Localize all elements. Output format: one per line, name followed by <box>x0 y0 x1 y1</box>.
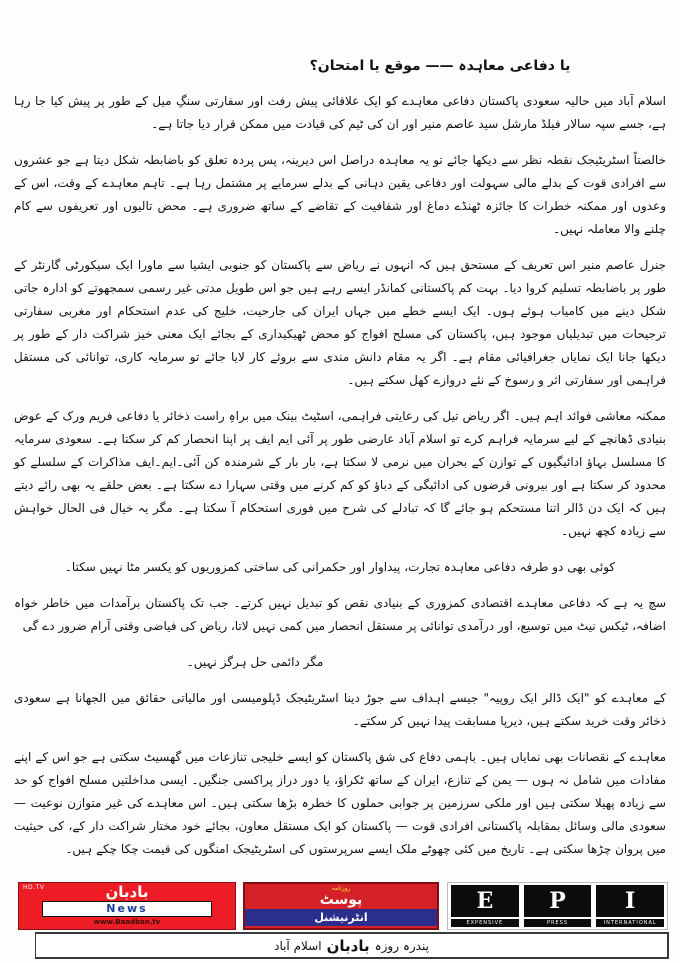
article-paragraph: ممکنہ معاشی فوائد اہم ہیں۔ اگر ریاض تیل کی رعایتی فراہمی، اسٹیٹ بینک میں براہِ راست ذخائر یا دفاعی فریم ورک کے عوض بنیادی ڈھانچے کے لیے سرمایہ فراہم کرے تو اسلام آباد عارضی طور پر آئی ایم ایف پر اپنا انحصار کم کر سکتا ہے۔ سعودی سرمایہ کا مسلسل بہاؤ ادائیگیوں کے توازن کے بحران میں نرمی لا سکتا ہے، بار بار کے شرمندہ کن آئی۔ایم۔ایف مذاکرات کے سلسلے کو محدود کر سکتا ہے اور بیرونی قرضوں کی ادائیگی کے دباؤ کو کم کرنے میں وقتی سہارا دے سکتا ہے۔ بعض حلقے یہ بھی رائے دیتے ہیں کہ ایک دن ڈالر اتنا مستحکم ہو جائے گا کہ تبادلے کی شرح میں فوری استحکام آ سکتا ہے۔ مگر یہ خیال فی الحال خواہش سے زیادہ کچھ نہیں۔ <box>14 409 666 538</box>
badban-news-label: News <box>42 901 212 917</box>
article-title: یا دفاعی معاہدہ —— موقع یا امتحان؟ <box>309 58 571 74</box>
badban-news-logo <box>18 882 236 930</box>
article-paragraph: سچ یہ ہے کہ دفاعی معاہدے اقتصادی کمزوری کے بنیادی نقص کو تبدیل نہیں کرتے۔ جب تک پاکستان برآمدات میں خاطر خواہ اضافہ، ٹیکس نیٹ میں توسیع، اور درآمدی توانائی پر مستقل انحصار میں کمی نہیں لاتا، ریاض کی فیاضی وقتی آرام ضرور دے گی <box>14 596 666 633</box>
epi-letter-p: P <box>524 885 592 917</box>
footer-masthead <box>35 932 669 959</box>
epi-letter-i: I <box>596 885 664 917</box>
epi-cell-i <box>596 885 664 927</box>
footer-suffix: اسلام آباد <box>274 938 322 953</box>
article-paragraph: خالصتاً اسٹریٹیجک نقطہ نظر سے دیکھا جائے تو یہ معاہدہ دراصل اس دیرینہ، پس پردہ تعلق کو باضابطہ شکل دیتا ہے جو عشروں سے افرادی قوت کے بدلے مالی سہولت اور دفاعی یقین دہانی کے بدلے سرمایے پر مشتمل رہا ہے۔ تاہم معاہدے کے وقت، اس کے وعدوں اور ممکنہ خطرات کا جائزہ ٹھنڈے دماغ اور شفافیت کے تقاضے کے ساتھ ضروری ہے۔ محض تالیوں اور تعریفوں سے کام چلنے والا معاملہ نہیں۔ <box>14 153 666 236</box>
footer-brand: بادبان <box>326 936 370 955</box>
epi-cell-p <box>524 885 592 927</box>
badban-url: www.Baadban.tv <box>93 918 161 926</box>
post-daily-label: روزنامہ <box>331 885 351 892</box>
epi-cell-e <box>451 885 519 927</box>
footer-prefix: پندرہ روزہ <box>374 938 429 953</box>
post-name: پوسٹ <box>319 892 363 908</box>
epi-word-expensive: EXPENSIVE <box>451 919 519 927</box>
post-international-label: انٹرنیشنل <box>245 909 437 926</box>
epi-letter-e: E <box>451 885 519 917</box>
logo-strip <box>0 882 680 930</box>
epi-logo <box>447 882 668 930</box>
article-paragraph: کوئی بھی دو طرفہ دفاعی معاہدہ تجارت، پیداوار اور حکمرانی کی ساختی کمزوریوں کو یکسر مٹا نہیں سکتا۔ <box>64 560 616 574</box>
article-paragraph: معاہدے کے نقصانات بھی نمایاں ہیں۔ باہمی دفاع کی شق پاکستان کو ایسے خلیجی تنازعات میں گھسیٹ سکتی ہے جو اس کے اپنے مفادات میں شامل نہ ہوں — یمن کے تنازع، ایران کے ساتھ ٹکراؤ، یا دور دراز پراکسی جنگیں۔ ایسی مداخلتیں مسلح افواج کو حد سے زیادہ پھیلا سکتی ہیں اور ملکی سرزمین پر جوابی حملوں کا خطرہ بڑھا سکتی ہیں۔ اس معاہدے کی غیر متوازن نوعیت — سعودی مالی وسائل بمقابلہ پاکستانی افرادی قوت — پاکستان کو ایک مستقل معاون، بجائے خود مختار شراکت دار کے، کی حیثیت میں پروان چڑھا سکتی ہے۔ تاریخ میں کئی چھوٹے ملک ایسے سرپرستوں کی اسٹریٹیجک امنگوں کی قیمت چکا چکے ہیں۔ <box>14 750 666 856</box>
hdtv-label: HD.TV <box>23 884 45 891</box>
article-paragraph: جنرل عاصم منیر اس تعریف کے مستحق ہیں کہ انہوں نے ریاض سے پاکستان کو جنوبی ایشیا سے ماورا ایک سیکورٹی گارنٹر کے طور پر باضابطہ تسلیم کروا دیا۔ بہت کم پاکستانی کمانڈر ایسے رہے ہیں جو اس طویل مدتی غیر رسمی سمجھوتے کو ادارہ جاتی شکل دینے میں کامیاب ہوئے ہوں۔ ایک ایسے خطے میں جہاں ایران کی جارحیت، خلیج کی عدم استحکام اور مغربی سفارتی ترجیحات میں تبدیلیاں موجود ہیں، پاکستان کی مسلح افواج کو محض ٹھیکیداری کے بجائے ایک معنی خیز شراکت دار کے طور پر دیکھا جانا ایک نمایاں جغرافیائی مقام ہے۔ اگر یہ مقام دانش مندی سے بروئے کار لایا جائے تو سرمایہ کاری، توانائی کی مستقل فراہمی اور سفارتی اثر و رسوخ کے نئے دروازے کھل سکتے ہیں۔ <box>14 258 666 387</box>
badban-name: بادبان <box>105 883 149 901</box>
article-paragraph: اسلام آباد میں حالیہ سعودی پاکستان دفاعی معاہدے کو ایک علاقائی پیش رفت اور سفارتی سنگِ میل کے طور پر پیش کیا جا رہا ہے، جسے سپہ سالار فیلڈ مارشل سید عاصم منیر اور ان کی ٹیم کی قیادت میں ممکن قرار دیا جاتا ہے۔ <box>14 94 666 131</box>
article-body <box>14 58 666 874</box>
article-paragraph: کے معاہدے کو "ایک ڈالر ایک روپیہ" جیسے اہداف سے جوڑ دینا اسٹریٹیجک ڈپلومیسی اور مالیاتی حقائق میں الجھانا ہے سعودی ذخائر وقت خرید سکتے ہیں، دیرپا مسابقت پیدا نہیں کر سکتے۔ <box>14 691 666 728</box>
post-international-logo <box>243 882 439 930</box>
epi-word-international: INTERNATIONAL <box>596 919 664 927</box>
article-paragraph: مگر دائمی حل ہرگز نہیں۔ <box>186 655 324 669</box>
epi-word-press: PRESS <box>524 919 592 927</box>
